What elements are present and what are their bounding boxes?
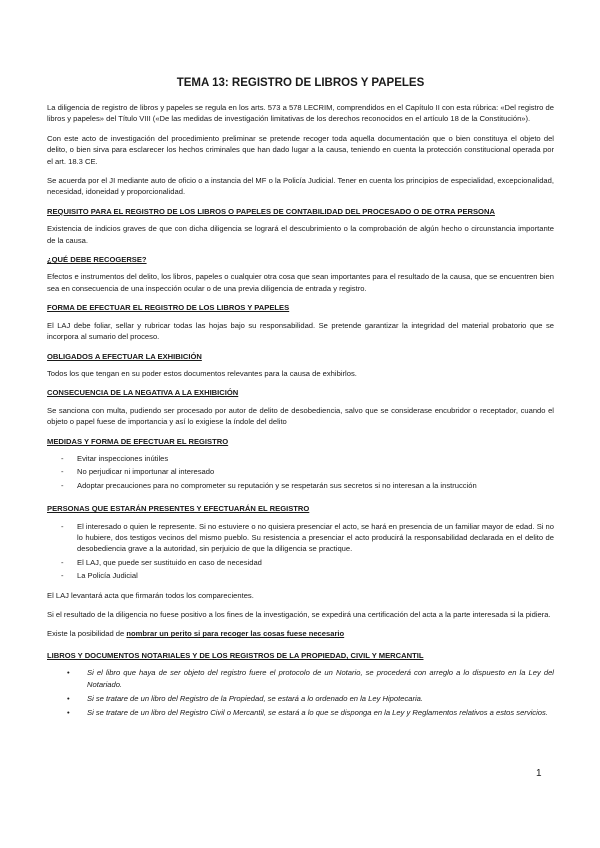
intro-paragraph-3: Se acuerda por el JI mediante auto de oficio o a instancia del MF o la Policía Judicial. Tener en cuenta los principios de especialidad, excepcionalidad, necesidad, idoneidad y proporcionalidad.	[47, 176, 554, 197]
perito-paragraph	[47, 628, 554, 639]
page-number: 1	[536, 768, 542, 779]
perito-prefix: Existe la posibilidad de	[47, 629, 127, 639]
intro-paragraph-1: La diligencia de registro de libros y papeles se regula en los arts. 573 a 578 LECRIM, comprendidos en el Capítulo II con esta rúbrica: «Del registro de libros y papeles» del Título VIII («De las medidas de investigación limitativas de los derechos reconocidos en el artículo 18 de la Constitución»).	[47, 103, 554, 124]
section-heading-forma-registro: FORMA DE EFECTUAR EL REGISTRO DE LOS LIBROS Y PAPELES	[47, 303, 290, 313]
list-item: - Evitar inspecciones inútiles	[47, 453, 554, 464]
certificacion-paragraph: Si el resultado de la diligencia no fuese positivo a los fines de la investigación, se expedirá una certificación del acta a la parte interesada si la pidiera.	[47, 610, 551, 619]
notariales-list	[47, 667, 554, 719]
section-text-que-recoger: Efectos e instrumentos del delito, los libros, papeles o cualquier otra cosa que sean importantes para el resultado de la causa, que se encuentren bien sea en consecuencia de una inspección ocular o de una previa diligencia de entrada y registro.	[47, 272, 554, 293]
medidas-list	[47, 453, 554, 491]
list-item: • Si se tratare de un libro del Registro de la Propiedad, se estará a lo ordenado en la Ley Hipotecaria.	[47, 693, 554, 704]
list-item: - No perjudicar ni importunar al interesado	[47, 466, 554, 477]
list-item: - La Policía Judicial	[47, 570, 554, 581]
section-heading-requisito: REQUISITO PARA EL REGISTRO DE LOS LIBROS O PAPELES DE CONTABILIDAD DEL PROCESADO O DE OTRA PERSONA	[47, 206, 495, 216]
section-heading-que-recoger: ¿QUÉ DEBE RECOGERSE?	[47, 255, 147, 265]
list-item: - El LAJ, que puede ser sustituido en caso de necesidad	[47, 557, 554, 568]
section-heading-obligados: OBLIGADOS A EFECTUAR LA EXHIBICIÓN	[47, 351, 202, 361]
list-item: - Adoptar precauciones para no comprometer su reputación y se respetarán sus secretos si no interesan a la instrucción	[47, 480, 554, 491]
section-heading-negativa: CONSECUENCIA DE LA NEGATIVA A LA EXHIBICIÓN	[47, 388, 239, 398]
list-item: • Si el libro que haya de ser objeto del registro fuere el protocolo de un Notario, se procederá con arreglo a lo dispuesto en la Ley del Notariado.	[47, 667, 554, 690]
section-text-requisito: Existencia de indicios graves de que con dicha diligencia se logrará el descubrimiento o la comprobación de algún hecho o circunstancia importante de la causa.	[47, 224, 554, 245]
perito-link: nombrar un perito si para recoger las cosas fuese necesario	[126, 629, 345, 639]
list-item: - El interesado o quien le represente. Si no estuviere o no quisiera presenciar el acto, se hará en presencia de un familiar mayor de edad. Si no lo hubiere, dos testigos vecinos del mismo pueblo. Su resistencia a presenciar el acto producirá la responsabilidad declarada en el delito de desobediencia grave a la autoridad, sin perjuicio de que la diligencia se practique.	[47, 521, 554, 555]
personas-list	[47, 521, 554, 582]
section-heading-medidas: MEDIDAS Y FORMA DE EFECTUAR EL REGISTRO	[47, 436, 229, 446]
section-heading-notariales: LIBROS Y DOCUMENTOS NOTARIALES Y DE LOS REGISTROS DE LA PROPIEDAD, CIVIL Y MERCANTIL	[47, 650, 424, 660]
intro-paragraph-2: Con este acto de investigación del procedimiento preliminar se pretende recoger toda aquella documentación que o bien constituya el objeto del delito, o bien sirva para esclarecer los hechos criminales que han dado lugar a la causa, teniendo en cuenta la protección constitucional operada por el art. 18.3 CE.	[47, 133, 554, 166]
section-text-negativa: Se sanciona con multa, pudiendo ser procesado por autor de delito de desobediencia, salvo que se considerase encubridor o receptador, cuando el objeto o papel fuese de importancia y así lo exigiese la índole del delito	[47, 405, 554, 427]
page-title: TEMA 13: REGISTRO DE LIBROS Y PAPELES	[176, 77, 425, 89]
acta-paragraph: El LAJ levantará acta que firmarán todos los comparecientes.	[47, 590, 254, 600]
section-heading-personas: PERSONAS QUE ESTARÁN PRESENTES Y EFECTUARÁN EL REGISTRO	[47, 504, 310, 514]
section-text-forma-registro: El LAJ debe foliar, sellar y rubricar todas las hojas bajo su responsabilidad. Se pretende garantizar la integridad del material probatorio que se incorpora al sumario del proceso.	[47, 320, 554, 342]
section-text-obligados: Todos los que tengan en su poder estos documentos relevantes para la causa de exhibirlos.	[47, 368, 357, 378]
list-item: • Si se tratare de un libro del Registro Civil o Mercantil, se estará a lo que se disponga en la Ley y Reglamentos relativos a estos servicios.	[47, 707, 554, 718]
document-body	[47, 76, 554, 727]
